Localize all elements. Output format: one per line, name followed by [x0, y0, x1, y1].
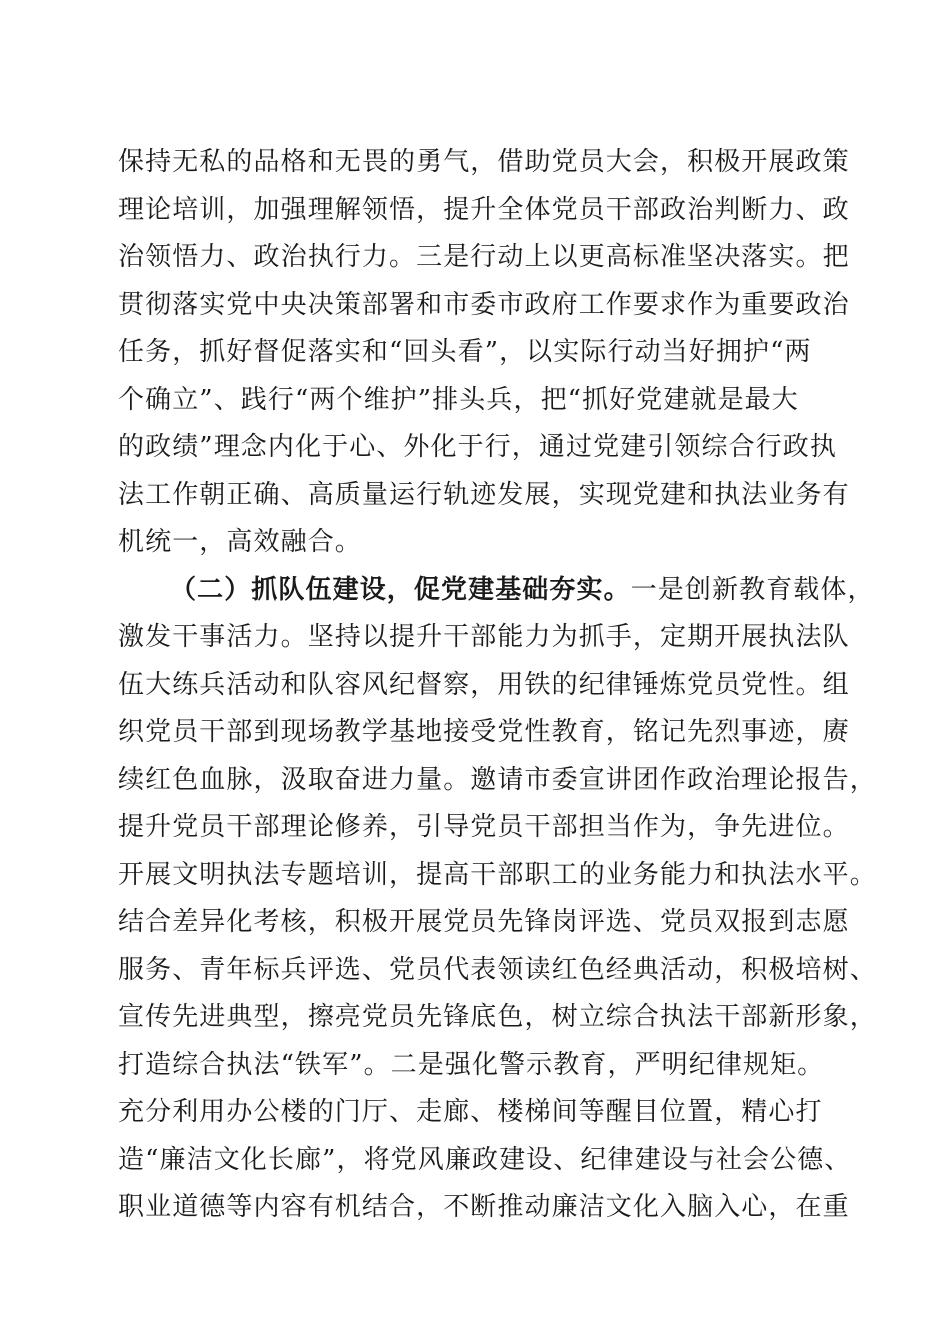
text-line: 宣传先进典型，擦亮党员先锋底色，树立综合执法干部新形象，	[118, 1002, 877, 1032]
text-line: 贯彻落实党中央决策部署和市委市政府工作要求作为重要政治	[118, 289, 850, 320]
paragraph-2	[118, 567, 877, 1232]
text-line: 职业道德等内容有机结合，不断推动廉洁文化入脑入心，在重	[118, 1192, 850, 1222]
text-line: 法工作朝正确、高质量运行轨迹发展，实现党建和执法业务有	[118, 479, 850, 510]
text-line: 提升党员干部理论修养，引导党员干部担当作为，争先进位。	[118, 812, 850, 842]
text-line: 伍大练兵活动和队容风纪督察，用铁的纪律锤炼党员党性。组	[118, 669, 850, 700]
text-line: 打造综合执法“铁军”。二是强化警示教育，严明纪律规矩。	[118, 1049, 825, 1080]
document-body	[118, 139, 877, 1232]
text-line: 激发干事活力。坚持以提升干部能力为抓手，定期开展执法队	[118, 622, 850, 652]
paragraph-1	[118, 139, 850, 567]
text-line: 服务、青年标兵评选、党员代表领读红色经典活动，积极培树、	[118, 954, 877, 985]
paragraph-2-first-line	[118, 567, 875, 615]
text-line: 的政绩”理念内化于心、外化于行，通过党建引领综合行政执	[118, 432, 837, 462]
text-line: 个确立”、践行“两个维护”排头兵，把“抓好党建就是最大	[118, 384, 799, 415]
text-line: 开展文明执法专题培训，提高干部职工的业务能力和执法水平。	[118, 859, 877, 890]
text-line: 造“廉洁文化长廊”，将党风廉政建设、纪律建设与社会公德、	[118, 1144, 852, 1175]
text-line: 机统一，高效融合。	[118, 527, 362, 557]
text-line: 治领悟力、政治执行力。三是行动上以更高标准坚决落实。把	[118, 242, 850, 272]
text-line: 保持无私的品格和无畏的勇气，借助党员大会，积极开展政策	[118, 147, 850, 177]
text-line: 织党员干部到现场教学基地接受党性教育，铭记先烈事迹，赓	[118, 717, 850, 747]
section-heading: （二）抓队伍建设，促党建基础夯实。	[170, 574, 631, 605]
text-line: 任务，抓好督促落实和“回头看”，以实际行动当好拥护“两	[118, 337, 812, 367]
text-line: 续红色血脉，汲取奋进力量。邀请市委宣讲团作政治理论报告，	[118, 764, 877, 795]
text-run: 一是创新教育载体，	[630, 574, 875, 605]
text-line: 充分利用办公楼的门厅、走廊、楼梯间等醒目位置，精心打	[118, 1097, 823, 1127]
text-line: 理论培训，加强理解领悟，提升全体党员干部政治判断力、政	[118, 194, 850, 225]
text-line: 结合差异化考核，积极开展党员先锋岗评选、党员双报到志愿	[118, 907, 850, 937]
